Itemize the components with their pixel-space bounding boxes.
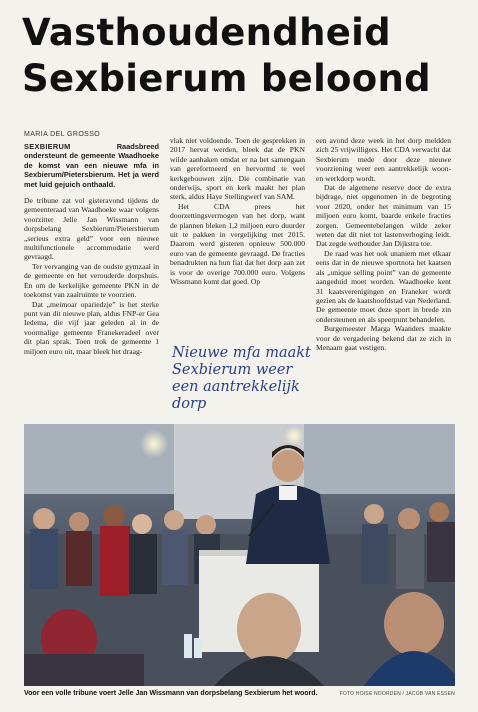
photo-credit: FOTO HOISE NOORDEN / JACOB VAN ESSEN: [339, 691, 455, 697]
body-paragraph: vlak niet voldoende. Toen de gesprekken in 2017 hervat werden, bleek dat de PKN wilde aanhaken omdat er na het samengaan van gereformeerd en hervormd te veel kerkgebouwen zijn. Die combinatie van onderwijs, sport en kerk maakt het plan sterk, aldus Haye Stellingwerf van SAM.: [170, 136, 305, 202]
body-paragraph: De tribune zat vol gisteravond tijdens de gemeenteraad van Waadhoeke waar volgens voorzitter Jelle Jan Wissmann van dorpsbelang Sexbierum/Pietersbierum „serieus extra geld” voor een nieuwe multifunctionele accommodatie werd gevraagd.: [24, 196, 159, 262]
lead-paragraph: [24, 142, 159, 189]
lead-text: Raadsbreed ondersteunt de gemeente Waadhoeke de komst van een nieuwe mfa in Sexbierum/Pietersbierum. Het ja werd met luid gejuich onthaald.: [24, 142, 159, 189]
body-paragraph: Dat „meimoar opariedzje” is het sterke punt van dit nieuwe plan, aldus FNP-er Gea Iedema, die vijf jaar geleden al in de voormalige gemeente Franekeradeel over dit plan sprak. Toen trok de gemeente 1 miljoen euro uit, maar bleek het draag-: [24, 299, 159, 356]
news-photo: [24, 424, 455, 686]
column-3: [316, 136, 451, 352]
byline: MARIA DEL GROSSO: [24, 131, 101, 138]
photo-illustration: [24, 424, 455, 686]
headline-line-1: Vasthoudendheid: [22, 11, 391, 54]
body-paragraph: De raad was het ook unaniem met elkaar eens dat in de nieuwe sportnota het kaatsen als „unique selling point” van de gemeente aangeduid moet worden. Waadhoeke kent 31 kaatsverenigingen en Franeker wordt gezien als de kaatshoofdstad van Nederland. De gemeente moet deze sport in brede zin ondersteunen en als speerpunt behandelen.: [316, 248, 451, 324]
column-2: [170, 136, 305, 287]
body-paragraph: een avond deze week in het dorp meldden zich 25 vrijwilligers. Het CDA verwacht dat Sexbierum mede door deze nieuwe voorziening weer een aantrekkelijk woon- en werkdorp wordt.: [316, 136, 451, 183]
body-paragraph: Burgemeester Marga Waanders maakte voor de vergadering bekend dat ze zich in Menaam gaat vestigen.: [316, 324, 451, 352]
pull-quote: Nieuwe mfa maakt Sexbierum weer een aantrekkelijk dorp: [172, 345, 311, 412]
dateline-kicker: SEXBIERUM: [24, 142, 71, 151]
body-paragraph: Dat de algemene reserve door de extra bijdrage, niet opgenomen in de begroting voor 2020, onder het minimum van 15 miljoen euro komt, baarde enkele fracties zorgen. Gemeentebelangen wilde zeker weten dat dit niet tot lastenverhoging leidt. Dat zegde wethouder Jan Dijkstra toe.: [316, 183, 451, 249]
headline-line-2: Sexbierum beloond: [22, 57, 431, 100]
caption-text: Voor een volle tribune voert Jelle Jan Wissmann van dorpsbelang Sexbierum het woord.: [24, 690, 318, 697]
column-1: [24, 142, 159, 356]
photo-caption: [24, 690, 455, 697]
body-paragraph: Ter vervanging van de oudste gymzaal in de gemeente en het verouderde dorpshuis. En om de kerkelijke gemeente PKN in de toekomst van zaalruimte te voorzien.: [24, 261, 159, 300]
headline: [22, 10, 462, 102]
body-paragraph: Het CDA prees het doorzettingsvermogen van het dorp, want de plannen bleken 1,2 miljoen euro duurder uit te pakken in vergelijking met 2015. Daarom werd gisteren opnieuw 500.000 euro van de gemeente gevraagd. De fracties benadrukten na hun fiat dat het dorp aan zet is voor de overige 700.000 euro. Volgens Wissmann komt dat goed. Op: [170, 201, 305, 287]
